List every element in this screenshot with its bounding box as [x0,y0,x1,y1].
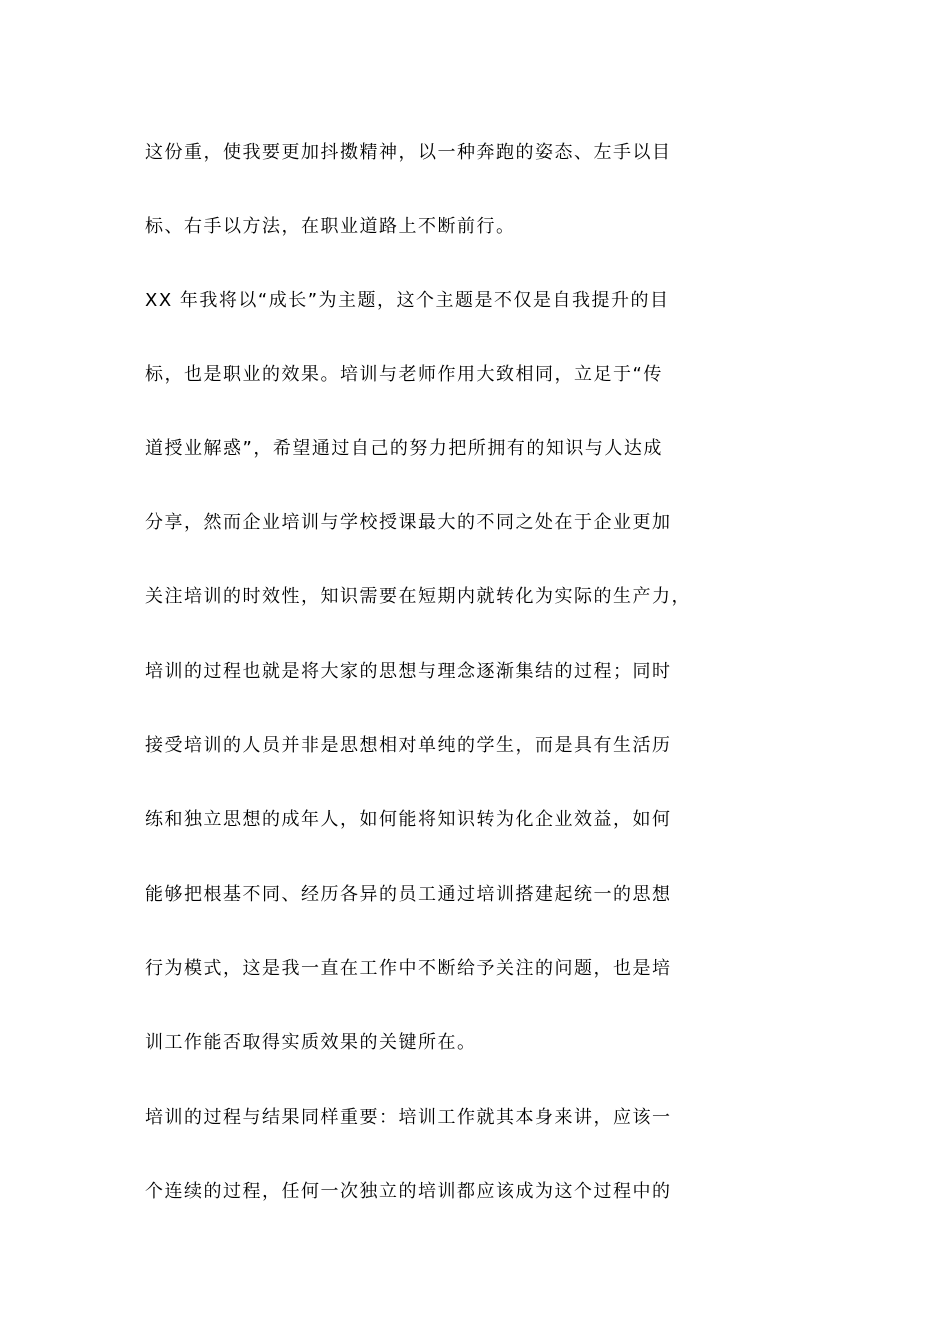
text-line: 培训的过程也就是将大家的思想与理念逐渐集结的过程；同时 [145,661,672,682]
text-line: 关注培训的时效性，知识需要在短期内就转化为实际的生产力， [145,586,691,607]
text-line: XX 年我将以“成长”为主题，这个主题是不仅是自我提升的目 [145,290,670,311]
text-line: 标、右手以方法，在职业道路上不断前行。 [145,216,516,237]
text-line: 练和独立思想的成年人，如何能将知识转为化企业效益，如何 [145,809,672,830]
text-line: 分享，然而企业培训与学校授课最大的不同之处在于企业更加 [145,512,672,533]
text-line: 能够把根基不同、经历各异的员工通过培训搭建起统一的思想 [145,884,672,905]
text-line: 训工作能否取得实质效果的关键所在。 [145,1032,477,1053]
text-line: 道授业解惑”，希望通过自己的努力把所拥有的知识与人达成 [145,438,663,459]
text-line: 这份重，使我要更加抖擞精神，以一种奔跑的姿态、左手以目 [145,142,672,163]
text-line: 行为模式，这是我一直在工作中不断给予关注的问题，也是培 [145,958,672,979]
text-line: 标，也是职业的效果。培训与老师作用大致相同，立足于“传 [145,364,663,385]
text-line: 接受培训的人员并非是思想相对单纯的学生，而是具有生活历 [145,735,672,756]
text-line: 个连续的过程，任何一次独立的培训都应该成为这个过程中的 [145,1181,672,1202]
text-line: 培训的过程与结果同样重要：培训工作就其本身来讲，应该一 [145,1107,672,1128]
